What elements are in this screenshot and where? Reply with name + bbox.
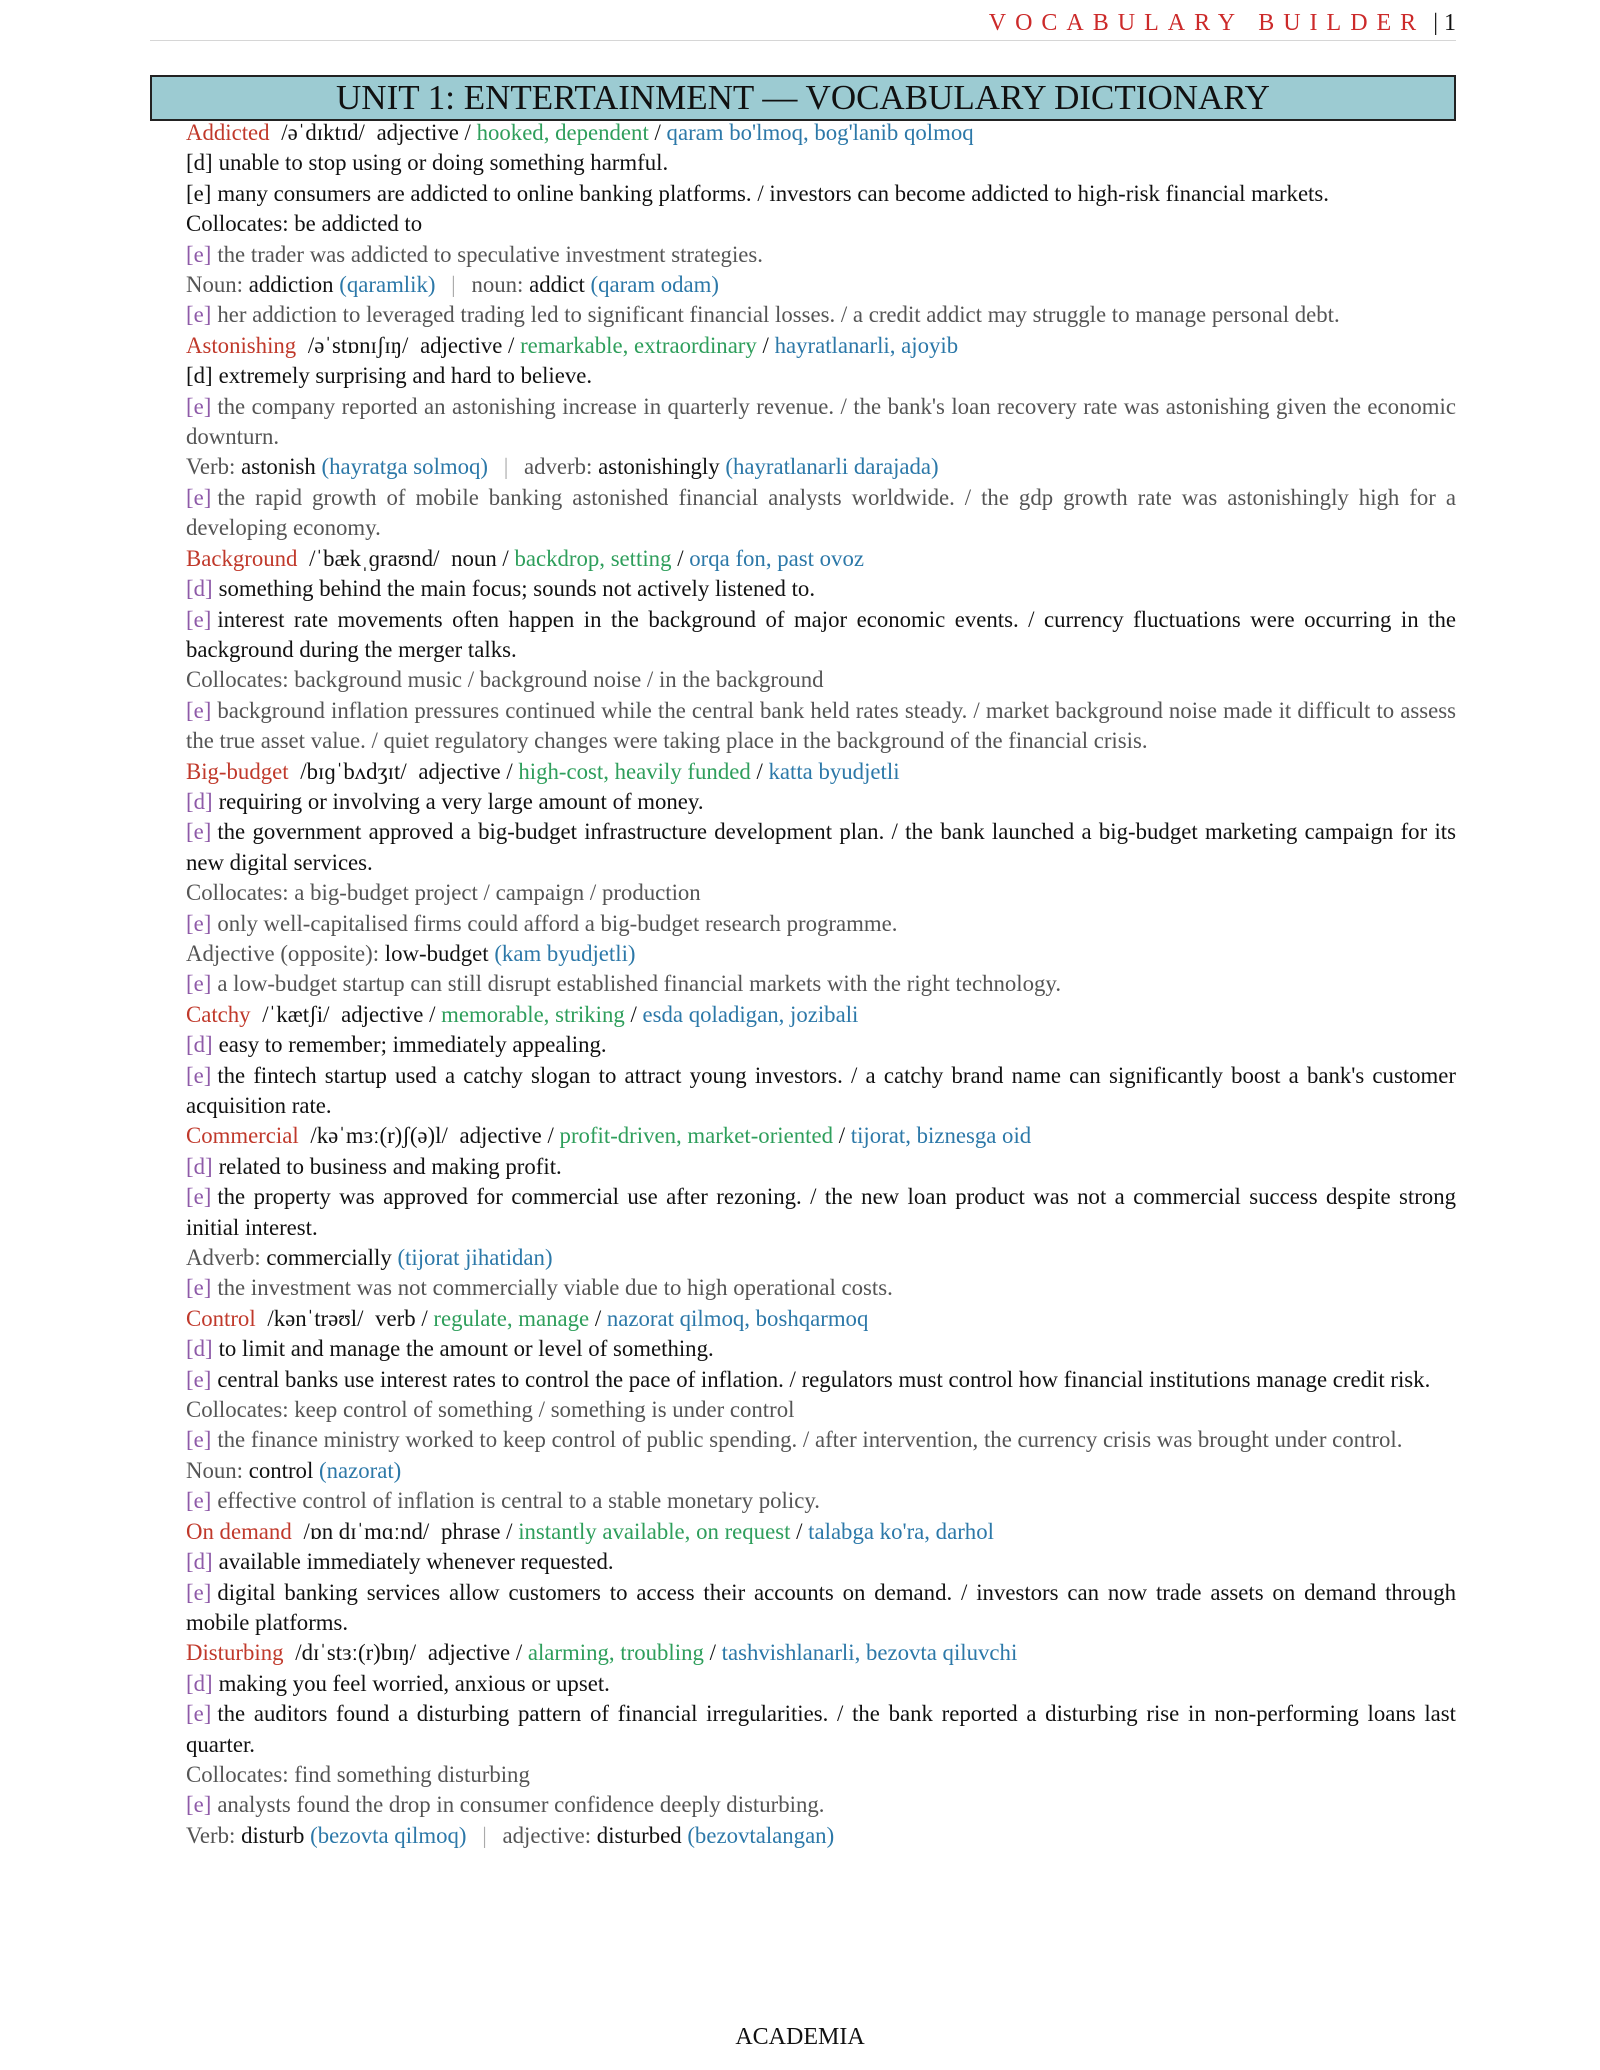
example: the government approved a big-budget infrastructure development plan. / the bank launched a big-budget marketing campaign for its new digital services. [186, 819, 1456, 875]
part-of-speech: adjective [459, 1123, 542, 1149]
pronunciation: /dɪˈstɜː(r)bɪŋ/ [295, 1640, 417, 1666]
pronunciation: /ɒn dɪˈmɑːnd/ [303, 1518, 430, 1544]
definition: requiring or involving a very large amount of money. [218, 788, 704, 814]
example-line [186, 817, 1456, 878]
example: the company reported an astonishing increase in quarterly revenue. / the bank's loan recovery rate was astonishing given the economic downturn. [186, 393, 1456, 450]
uzbek-translation: tijorat, biznesga oid [850, 1123, 1032, 1149]
form-a-uzbek: (hayratga solmoq) [321, 454, 489, 480]
example-line [186, 605, 1456, 666]
example-line [186, 1578, 1456, 1639]
definition-tag: [d] [186, 576, 213, 602]
form-a-label: Noun: [186, 1457, 243, 1483]
definition-line [186, 574, 1456, 604]
headword: Disturbing [186, 1640, 284, 1666]
collocate-example-line [186, 1425, 1456, 1455]
form-a-label: Adjective (opposite): [186, 940, 380, 966]
form-separator: | [482, 1822, 487, 1848]
forms-example-line [186, 483, 1456, 544]
form-b-uzbek: (qaram odam) [590, 272, 719, 298]
form-a-label: Verb: [186, 454, 236, 480]
example-tag: [e] [186, 1701, 212, 1727]
form-a-uzbek: (qaramlik) [339, 272, 436, 298]
definition: related to business and making profit. [218, 1153, 562, 1179]
definition-tag: [d] [186, 788, 213, 814]
definition-line [186, 148, 1456, 178]
collocate-example: the trader was addicted to speculative investment strategies. [217, 241, 763, 267]
entry-headline: Catchy /ˈkætʃi/ adjective / memorable, striking / esda qoladigan, jozibali [186, 1001, 859, 1027]
part-of-speech: verb [375, 1305, 416, 1331]
collocates-label: Collocates: [186, 880, 289, 906]
uzbek-translation: orqa fon, past ovoz [689, 545, 864, 571]
collocates: a big-budget project / campaign / production [294, 880, 701, 906]
forms-example: her addiction to leveraged trading led to significant financial losses. / a credit addict may struggle to manage personal debt. [217, 302, 1340, 328]
example-tag: [e] [186, 1792, 212, 1818]
word-forms-line [186, 1243, 1456, 1273]
forms-example-line [186, 1486, 1456, 1516]
collocates-label: Collocates: [186, 667, 289, 693]
collocates-label: Collocates: [186, 211, 289, 237]
header-divider [150, 40, 1456, 41]
entry-commercial [186, 1121, 1456, 1303]
form-b-uzbek: (bezovtalangan) [687, 1822, 835, 1848]
definition-line [186, 1547, 1456, 1577]
collocates-label: Collocates: [186, 1761, 289, 1787]
example-tag: [e] [186, 1184, 212, 1210]
forms-example-line [186, 300, 1456, 330]
pronunciation: /kənˈtrəʊl/ [267, 1305, 364, 1331]
example: the auditors found a disturbing pattern of financial irregularities. / the bank reported a disturbing rise in non-performing loans last quarter. [186, 1701, 1456, 1757]
synonyms: instantly available, on request [518, 1518, 791, 1544]
word-forms-line [186, 270, 1456, 300]
form-b-label: adjective: [502, 1822, 592, 1848]
form-b-word: addict [529, 272, 585, 298]
form-b-label: adverb: [524, 454, 593, 480]
form-a-word: low-budget [384, 940, 489, 966]
headword: Astonishing [186, 332, 297, 358]
pronunciation: /bɪɡˈbʌdʒɪt/ [300, 758, 407, 784]
collocates: be addicted to [294, 211, 423, 237]
synonyms: backdrop, setting [514, 545, 672, 571]
definition-line [186, 1030, 1456, 1060]
entry-headline: Control /kənˈtrəʊl/ verb / regulate, manage / nazorat qilmoq, boshqarmoq [186, 1305, 869, 1331]
definition-tag: [d] [186, 1549, 213, 1575]
uzbek-translation: hayratlanarli, ajoyib [774, 332, 959, 358]
definition-tag: [d] [186, 1670, 213, 1696]
collocates-line [186, 1395, 1456, 1425]
form-a-uzbek: (nazorat) [318, 1457, 402, 1483]
headword: On demand [186, 1518, 292, 1544]
part-of-speech: adjective [418, 758, 501, 784]
form-separator: | [503, 454, 509, 480]
example-tag: [e] [186, 484, 212, 510]
form-b-label: noun: [471, 272, 524, 298]
synonyms: profit-driven, market-oriented [559, 1123, 833, 1149]
headword: Addicted [186, 120, 270, 145]
definition: something behind the main focus; sounds not actively listened to. [218, 576, 816, 602]
form-a-label: Noun: [186, 272, 243, 298]
unit-title: UNIT 1: ENTERTAINMENT — VOCABULARY DICTIONARY [150, 75, 1456, 121]
form-a-uzbek: (bezovta qilmoq) [310, 1822, 467, 1848]
uzbek-translation: nazorat qilmoq, boshqarmoq [606, 1305, 869, 1331]
synonyms: high-cost, heavily funded [518, 758, 751, 784]
synonyms: regulate, manage [433, 1305, 590, 1331]
pronunciation: /ˈbækˌɡraʊnd/ [309, 545, 440, 571]
collocate-example: only well-capitalised firms could afford a big-budget research programme. [217, 910, 898, 936]
example-tag: [e] [186, 1488, 212, 1514]
example-tag: [e] [186, 1062, 212, 1088]
example-line [186, 392, 1456, 453]
part-of-speech: adjective [420, 332, 503, 358]
collocates-line [186, 209, 1456, 239]
example-tag: [e] [186, 1579, 212, 1605]
example: digital banking services allow customers to access their accounts on demand. / investors can now trade assets on demand through mobile platforms. [186, 1579, 1456, 1635]
collocate-example-line [186, 909, 1456, 939]
form-b-word: disturbed [596, 1822, 682, 1848]
header-brand: VOCABULARY BUILDER [988, 10, 1426, 36]
uzbek-translation: esda qoladigan, jozibali [642, 1001, 859, 1027]
uzbek-translation: qaram bo'lmoq, bog'lanib qolmoq [666, 120, 974, 145]
definition-tag: [d] [186, 1153, 213, 1179]
definition-line [186, 1334, 1456, 1364]
definition: extremely surprising and hard to believe. [218, 363, 593, 389]
entry-headline: Addicted /əˈdɪktɪd/ adjective / hooked, dependent / qaram bo'lmoq, bog'lanib qolmoq [186, 120, 974, 145]
example-tag: [e] [186, 302, 212, 328]
form-separator: | [451, 272, 456, 298]
word-forms-line [186, 1456, 1456, 1486]
example-tag: [e] [186, 180, 212, 206]
definition: available immediately whenever requested. [218, 1549, 614, 1575]
entry-headline: Background /ˈbækˌɡraʊnd/ noun / backdrop, setting / orqa fon, past ovoz [186, 545, 864, 571]
form-b-uzbek: (hayratlanarli darajada) [725, 454, 939, 480]
example: the fintech startup used a catchy slogan to attract young investors. / a catchy brand name can significantly boost a bank's customer acquisition rate. [186, 1062, 1456, 1118]
definition-line [186, 1669, 1456, 1699]
entry-background [186, 544, 1456, 757]
collocate-example-line [186, 240, 1456, 270]
synonyms: remarkable, extraordinary [520, 332, 757, 358]
definition-tag: [d] [186, 1336, 213, 1362]
definition-line [186, 1152, 1456, 1182]
example-line [186, 179, 1456, 209]
forms-example: a low-budget startup can still disrupt established financial markets with the right technology. [217, 971, 1062, 997]
example-tag: [e] [186, 819, 212, 845]
headword: Big-budget [186, 758, 289, 784]
entry-headline: Astonishing /əˈstɒnɪʃɪŋ/ adjective / remarkable, extraordinary / hayratlanarli, ajoyib [186, 332, 959, 358]
synonyms: hooked, dependent [476, 120, 649, 145]
forms-example: the investment was not commercially viable due to high operational costs. [217, 1275, 893, 1301]
uzbek-translation: tashvishlanarli, bezovta qiluvchi [721, 1640, 1018, 1666]
example: the property was approved for commercial use after rezoning. / the new loan product was not a commercial success despite strong initial interest. [186, 1184, 1456, 1240]
headword: Catchy [186, 1001, 251, 1027]
definition-tag: [d] [186, 150, 213, 176]
entry-catchy [186, 1000, 1456, 1122]
example-tag: [e] [186, 697, 212, 723]
example: interest rate movements often happen in the background of major economic events. / currency fluctuations were occurring in the background during the merger talks. [186, 606, 1456, 662]
form-a-word: addiction [248, 272, 334, 298]
definition: unable to stop using or doing something harmful. [218, 150, 669, 176]
definition-line [186, 787, 1456, 817]
uzbek-translation: katta byudjetli [768, 758, 900, 784]
header-separator: | [1433, 10, 1438, 36]
forms-example: effective control of inflation is central to a stable monetary policy. [217, 1488, 820, 1514]
entry-on-demand [186, 1517, 1456, 1639]
page-footer: ACADEMIA [735, 2024, 865, 2050]
entry-headline: On demand /ɒn dɪˈmɑːnd/ phrase / instantly available, on request / talabga ko'ra, darhol [186, 1518, 994, 1544]
example-tag: [e] [186, 1275, 212, 1301]
form-a-word: control [248, 1457, 314, 1483]
collocates: background music / background noise / in the background [294, 667, 824, 693]
example-tag: [e] [186, 910, 212, 936]
form-a-uzbek: (tijorat jihatidan) [397, 1245, 553, 1271]
part-of-speech: phrase [440, 1518, 501, 1544]
form-b-word: astonishingly [598, 454, 720, 480]
synonyms: alarming, troubling [527, 1640, 704, 1666]
form-a-word: disturb [241, 1822, 305, 1848]
part-of-speech: adjective [427, 1640, 511, 1666]
page-number: 1 [1444, 10, 1456, 36]
word-forms-line [186, 452, 1456, 482]
collocate-example-line [186, 1790, 1456, 1820]
part-of-speech: noun [451, 545, 497, 571]
headword: Control [186, 1305, 256, 1331]
definition: easy to remember; immediately appealing. [218, 1032, 607, 1058]
pronunciation: /əˈstɒnɪʃɪŋ/ [307, 332, 409, 358]
collocate-example: analysts found the drop in consumer confidence deeply disturbing. [217, 1792, 825, 1818]
collocates-line [186, 665, 1456, 695]
entry-headline: Commercial /kəˈmɜː(r)ʃ(ə)l/ adjective / profit-driven, market-oriented / tijorat, biznesga oid [186, 1123, 1032, 1149]
example-tag: [e] [186, 971, 212, 997]
forms-example: the rapid growth of mobile banking astonished financial analysts worldwide. / the gdp growth rate was astonishingly high for a developing economy. [186, 484, 1456, 541]
forms-example-line [186, 1273, 1456, 1303]
entry-big-budget [186, 757, 1456, 1000]
dictionary-content [186, 118, 1456, 1851]
form-a-uzbek: (kam byudjetli) [494, 940, 636, 966]
uzbek-translation: talabga ko'ra, darhol [808, 1518, 994, 1544]
form-a-label: Verb: [186, 1822, 236, 1848]
form-a-word: astonish [241, 454, 316, 480]
headword: Commercial [186, 1123, 299, 1149]
definition: to limit and manage the amount or level of something. [218, 1336, 714, 1362]
definition-line [186, 361, 1456, 391]
form-a-label: Adverb: [186, 1245, 261, 1271]
collocates-line [186, 878, 1456, 908]
example-line [186, 1182, 1456, 1243]
example-line [186, 1699, 1456, 1760]
collocates: keep control of something / something is under control [294, 1397, 795, 1423]
example-line [186, 1365, 1456, 1395]
entry-astonishing [186, 331, 1456, 544]
collocates-label: Collocates: [186, 1397, 289, 1423]
part-of-speech: adjective [341, 1001, 424, 1027]
entry-headline: Big-budget /bɪɡˈbʌdʒɪt/ adjective / high-cost, heavily funded / katta byudjetli [186, 758, 900, 784]
collocates-line [186, 1760, 1456, 1790]
page-header [150, 8, 1456, 42]
definition-tag: [d] [186, 1032, 213, 1058]
part-of-speech: adjective [376, 120, 459, 145]
collocates: find something disturbing [294, 1761, 530, 1787]
pronunciation: /əˈdɪktɪd/ [281, 120, 365, 145]
collocate-example: background inflation pressures continued while the central bank held rates steady. / market background noise made it difficult to assess the true asset value. / quiet regulatory changes were taking place in the background of the financial crisis. [186, 697, 1456, 754]
pronunciation: /ˈkætʃi/ [262, 1001, 330, 1027]
example-tag: [e] [186, 393, 212, 419]
entry-disturbing [186, 1638, 1456, 1851]
entry-addicted [186, 118, 1456, 331]
example-tag: [e] [186, 1366, 212, 1392]
synonyms: memorable, striking [441, 1001, 625, 1027]
word-forms-line [186, 1821, 1456, 1851]
headword: Background [186, 545, 298, 571]
form-a-word: commercially [266, 1245, 392, 1271]
entry-headline: Disturbing /dɪˈstɜː(r)bɪŋ/ adjective / alarming, troubling / tashvishlanarli, bezovta qiluvchi [186, 1640, 1018, 1666]
forms-example-line [186, 969, 1456, 999]
definition: making you feel worried, anxious or upset. [218, 1670, 610, 1696]
collocate-example-line [186, 696, 1456, 757]
example-tag: [e] [186, 606, 212, 632]
word-forms-line [186, 939, 1456, 969]
definition-tag: [d] [186, 363, 213, 389]
example-tag: [e] [186, 241, 212, 267]
example-tag: [e] [186, 1427, 212, 1453]
example-line [186, 1061, 1456, 1122]
example: many consumers are addicted to online banking platforms. / investors can become addicted to high-risk financial markets. [217, 180, 1329, 206]
example: central banks use interest rates to control the pace of inflation. / regulators must control how financial institutions manage credit risk. [217, 1366, 1431, 1392]
collocate-example: the finance ministry worked to keep control of public spending. / after intervention, the currency crisis was brought under control. [217, 1427, 1403, 1453]
pronunciation: /kəˈmɜː(r)ʃ(ə)l/ [310, 1123, 448, 1149]
entry-control [186, 1304, 1456, 1517]
